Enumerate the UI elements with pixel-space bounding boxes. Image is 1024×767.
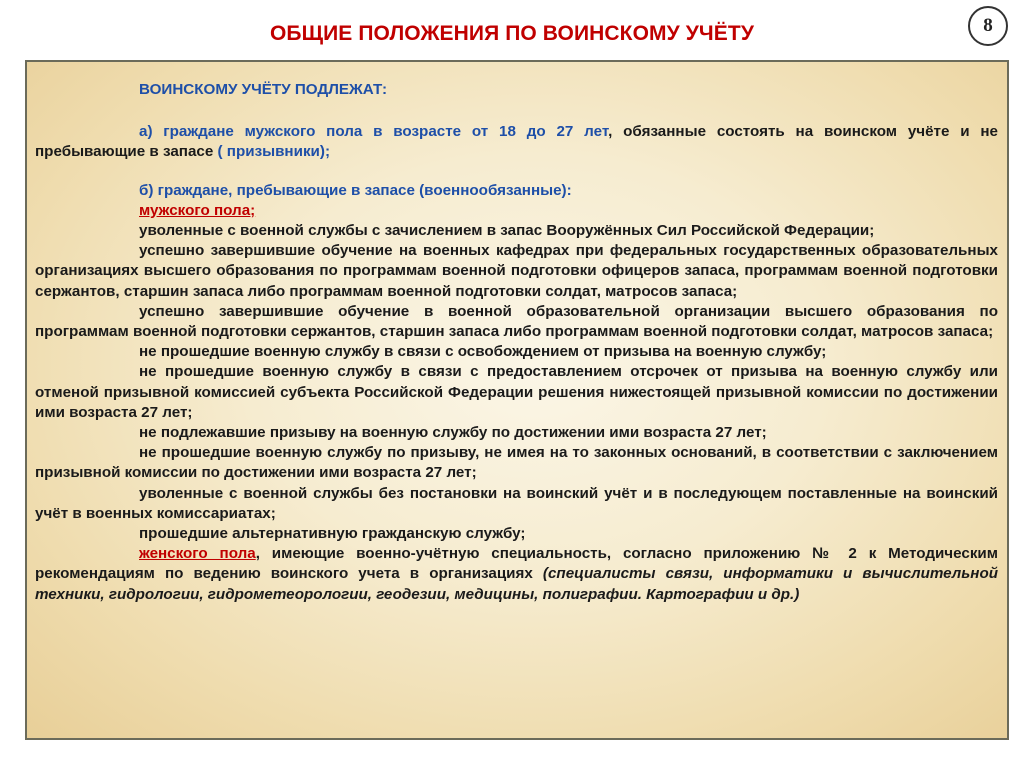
content-panel (25, 60, 1009, 740)
content-body (35, 80, 998, 605)
page-title: ОБЩИЕ ПОЛОЖЕНИЯ ПО ВОИНСКОМУ УЧЁТУ (269, 22, 754, 45)
list-item: уволенные с военной службы без постановки на воинский учёт и в последующем поставленные на воинский учёт в военных комиссариатах; (35, 484, 998, 522)
list-item: успешно завершившие обучение в военной образовательной организации высшего образования по программам военной подготовки сержантов, старшин запаса либо программам военной подготовки солдат, матросов запаса; (35, 302, 998, 341)
list-item: не прошедшие военную службу по призыву, не имея на то законных оснований, в соответствии с заключением призывной комиссии по достижении ими возраста 27 лет; (35, 444, 998, 482)
item-b-label: б) граждане, пребывающие в запасе (военнообязанные): (139, 181, 572, 199)
item-a-text: , обязанные состоять на воинском учёте и не пребывающие в запасе (35, 123, 998, 161)
list-item: уволенные с военной службы с зачислением в запас Вооружённых Сил Российской Федерации; (139, 222, 875, 240)
item-a-tail: ( призывники); (217, 143, 330, 161)
list-item: прошедшие альтернативную гражданскую службу; (139, 525, 526, 543)
female-specialties: (специалисты связи, информатики и вычислительной техники, гидрологии, гидрометеорологии, геодезии, медицины, полиграфии. Картографии и др.) (35, 565, 999, 603)
item-a-paragraph (35, 122, 998, 162)
male-label: мужского пола; (139, 201, 256, 219)
female-paragraph (35, 544, 998, 605)
female-text: , имеющие военно-учётную специальность, согласно приложению № 2 к Методическим рекомендациям по ведению воинского учета в организациях (35, 545, 998, 583)
list-item: не прошедшие военную службу в связи с предоставлением отсрочек от призыва на военную службу или отменой призывной комиссией субъекта Российской Федерации решения нижестоящей призывной комиссии по достижении ими возраста 27 лет; (35, 363, 998, 421)
list-item: успешно завершившие обучение на военных кафедрах при федеральных государственных образовательных организациях высшего образования по программам военной подготовки офицеров запаса, программам военной подготовки сержантов, старшин запаса либо программам военной подготовки солдат, матросов запаса; (35, 242, 998, 300)
male-label-paragraph (35, 201, 998, 221)
item-a-highlight: а) граждане мужского пола в возрасте от 18 до 27 лет (139, 123, 609, 141)
list-item: не подлежавшие призыву на военную службу по достижении ими возраста 27 лет; (139, 424, 767, 442)
section-heading: ВОИНСКОМУ УЧЁТУ ПОДЛЕЖАТ: (139, 81, 388, 98)
list-item: не прошедшие военную службу в связи с освобождением от призыва на военную службу; (139, 343, 827, 361)
female-label: женского пола (139, 545, 256, 563)
page-number-badge: 8 (968, 6, 1008, 46)
